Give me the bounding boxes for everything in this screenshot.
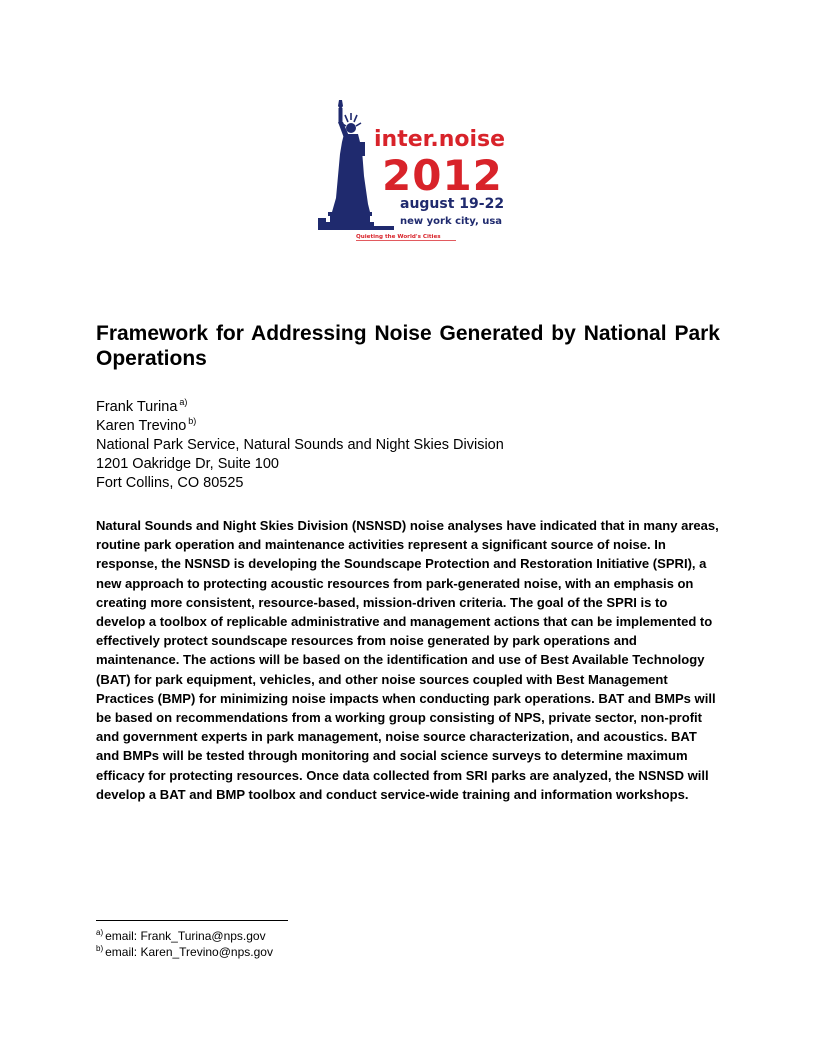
author-name: Karen Trevino — [96, 418, 187, 434]
footnote-mark: b) — [96, 944, 104, 953]
author-footnote-mark: a) — [179, 397, 188, 407]
abstract: Natural Sounds and Night Skies Division (NSNSD) noise analyses have indicated that in many areas, routine park operation and maintenance activities represent a significant source of noise. In response, the NSNSD is developing the Soundscape Protection and Restoration Initiative (SPRI), a new approach to protecting acoustic resources from park-generated noise, with an emphasis on creating more consistent, resource-based, mission-driven criteria. The goal of the SPRI is to develop a toolbox of replicable administrative and management actions that can be implemented to effectively protect soundscape resources from noise generated by park operations and maintenance. The actions will be based on the identification and use of Best Available Technology (BAT) for park equipment, vehicles, and other noise sources coupled with Best Management Practices (BMP) for minimizing noise impacts when conducting park operations. BAT and BMPs will be based on recommendations from a working group consisting of NPS, private sector, non-profit and government experts in park management, noise source characterization, and acoustics. BAT and BMPs will be tested through monitoring and social science surveys to determine maximum efficacy for protecting resources. Once data collected from SRI parks are analyzed, the NSNSD will develop a BAT and BMP toolbox and conduct service-wide training and information workshops. — [96, 518, 719, 802]
footnote — [96, 928, 496, 944]
footnote-text: email: Karen_Trevino@nps.gov — [105, 945, 273, 959]
logo-dates: august 19-22 — [400, 196, 504, 212]
footnote — [96, 944, 496, 960]
logo-location: new york city, usa — [400, 216, 503, 227]
affiliation-street: 1201 Oakridge Dr, Suite 100 — [96, 456, 279, 472]
author-name: Frank Turina — [96, 399, 178, 415]
logo-event-name: inter.noise — [374, 127, 504, 152]
logo-tagline: Quieting the World's Cities — [356, 234, 441, 240]
affiliation-city: Fort Collins, CO 80525 — [96, 475, 244, 491]
affiliation-organization: National Park Service, Natural Sounds and Night Skies Division — [96, 437, 504, 453]
footnotes — [96, 928, 496, 960]
paper-title: Framework for Addressing Noise Generated by National Park Operations — [96, 322, 720, 370]
logo-year: 2012 — [382, 151, 503, 200]
author-line — [96, 398, 716, 417]
statue-of-liberty-logo-art — [318, 98, 504, 248]
conference-logo — [318, 98, 504, 248]
author-footnote-mark: b) — [188, 416, 197, 426]
footnote-text: email: Frank_Turina@nps.gov — [105, 929, 266, 943]
footnote-mark: a) — [96, 928, 104, 937]
author-block — [96, 398, 716, 493]
footnote-divider — [96, 920, 288, 921]
author-line — [96, 417, 716, 436]
